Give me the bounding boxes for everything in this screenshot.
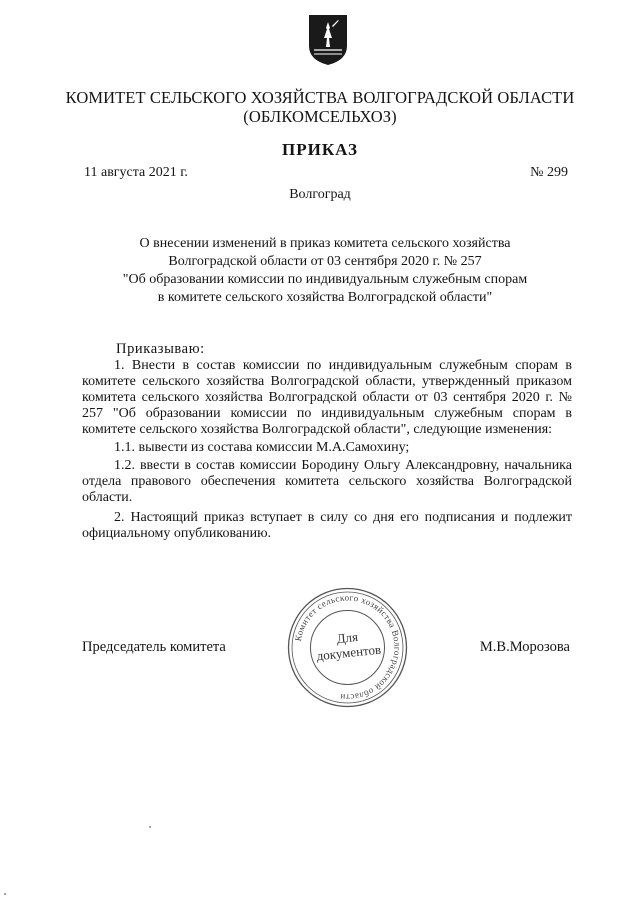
document-city: Волгоград bbox=[289, 187, 351, 202]
subject-line: в комитете сельского хозяйства Волгоградской области" bbox=[157, 290, 493, 305]
order-word: Приказываю: bbox=[116, 341, 205, 357]
scan-speck bbox=[149, 826, 151, 828]
document-body bbox=[82, 358, 572, 542]
stamp-center-line2: документов bbox=[315, 641, 382, 664]
stamp-ring-text: Комитет сельского хозяйства Волгоградской области bbox=[292, 592, 403, 703]
document-date: 11 августа 2021 г. bbox=[84, 165, 188, 180]
document-number: № 299 bbox=[530, 165, 568, 180]
organization-name-line1: КОМИТЕТ СЕЛЬСКОГО ХОЗЯЙСТВА ВОЛГОГРАДСКОЙ ОБЛАСТИ bbox=[65, 88, 575, 107]
signatory-title: Председатель комитета bbox=[82, 639, 226, 655]
document-subject bbox=[60, 235, 590, 307]
signatory-name: М.В.Морозова bbox=[479, 639, 570, 655]
paragraph-2: 2. Настоящий приказ вступает в силу со дня его подписания и подлежит официальному опубликованию. bbox=[82, 510, 572, 541]
document-title: ПРИКАЗ bbox=[282, 140, 358, 159]
subject-line: Волгоградской области от 03 сентября 2020 г. № 257 bbox=[168, 254, 482, 269]
paragraph-1: 1. Внести в состав комиссии по индивидуальным служебным спорам в комитете сельского хозяйства Волгоградской области, утвержденный приказом комитета сельского хозяйства Волгоградской области от 03 сентября 2020 г. № 257 "Об образовании комиссии по индивидуальным служебным спорам в комитете сельского хозяйства Волгоградской области", следующие изменения: bbox=[82, 358, 572, 437]
volgograd-emblem-icon bbox=[308, 14, 348, 66]
paragraph-1-1: 1.1. вывести из состава комиссии М.А.Самохину; bbox=[114, 440, 410, 455]
subject-line: "Об образовании комиссии по индивидуальным служебным спорам bbox=[122, 272, 528, 287]
organization-name-line2: (ОБЛКОМСЕЛЬХОЗ) bbox=[243, 107, 397, 126]
scan-speck bbox=[4, 893, 6, 895]
organization-name bbox=[60, 88, 580, 126]
stamp-center-line1: Для bbox=[335, 628, 359, 647]
subject-line: О внесении изменений в приказ комитета сельского хозяйства bbox=[139, 236, 511, 251]
paragraph-1-2: 1.2. ввести в состав комиссии Бородину Ольгу Александровну, начальника отдела правового обеспечения комитета сельского хозяйства Волгоградской области. bbox=[82, 458, 572, 505]
